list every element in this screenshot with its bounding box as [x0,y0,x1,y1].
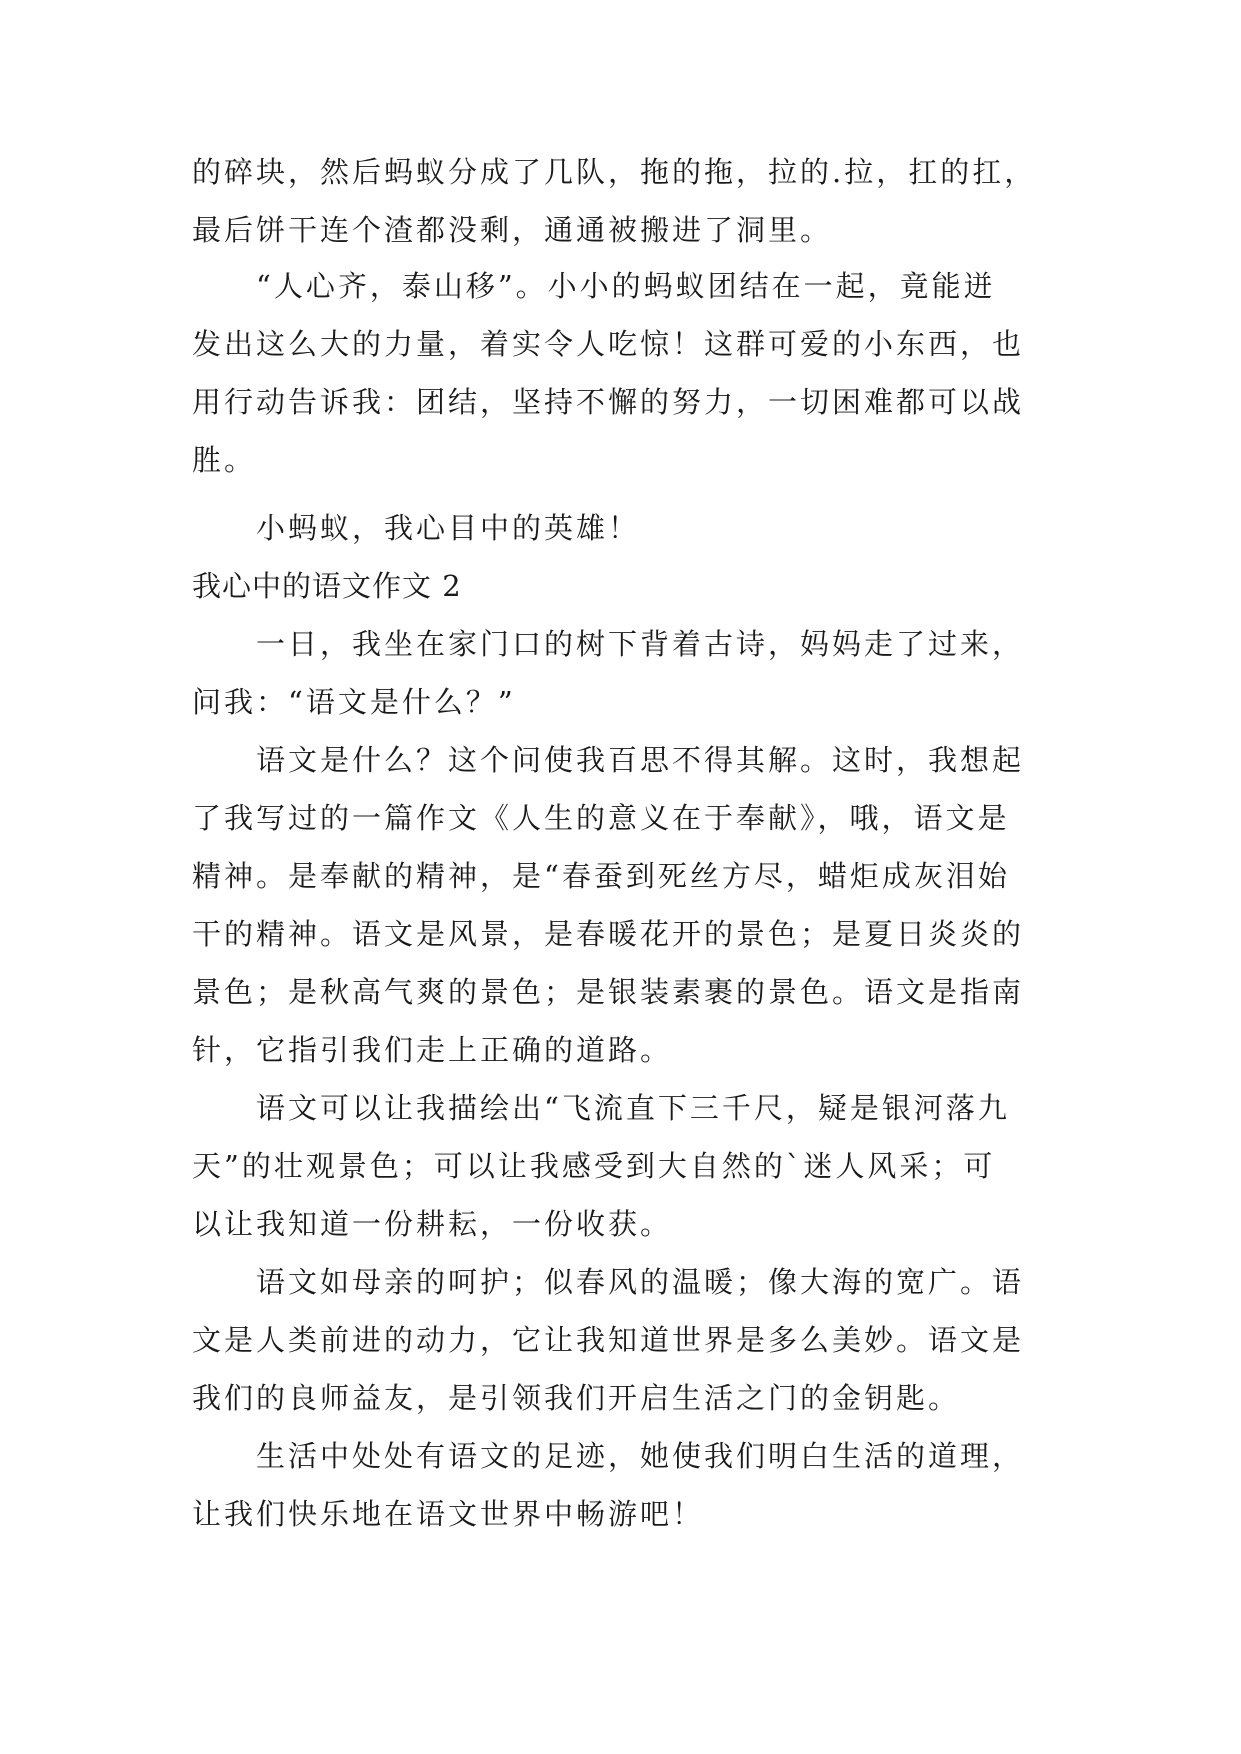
paragraph-line: 精神。是奉献的精神，是“春蚕到死丝方尽，蜡炬成灰泪始 [192,859,1010,893]
paragraph-line: 让我们快乐地在语文世界中畅游吧！ [192,1497,705,1531]
paragraph-line: 一日，我坐在家门口的树下背着古诗，妈妈走了过来， [256,627,1025,661]
paragraph-line: 天”的壮观景色；可以让我感受到大自然的`迷人风采；可 [192,1149,996,1183]
paragraph-line: 了我写过的一篇作文《人生的意义在于奉献》，哦，语文是 [192,801,1010,835]
paragraph-line: 景色；是秋高气爽的景色；是银装素裹的景色。语文是指南 [192,975,1025,1009]
paragraph-line: 语文是什么？这个问使我百思不得其解。这时，我想起 [256,743,1025,777]
paragraph-line: 小蚂蚁，我心目中的英雄！ [256,511,641,545]
paragraph-line: 的碎块，然后蚂蚁分成了几队，拖的拖，拉的.拉，扛的扛， [192,155,1037,189]
paragraph-line: 问我：“语文是什么？” [192,685,516,719]
paragraph-line: 我们的良师益友，是引领我们开启生活之门的金钥匙。 [192,1381,961,1415]
paragraph-line: 语文可以让我描绘出“飞流直下三千尺，疑是银河落九 [256,1091,1010,1125]
paragraph-line: 胜。 [192,443,257,477]
paragraph-line: 生活中处处有语文的足迹，她使我们明白生活的道理， [256,1439,1025,1473]
paragraph-line: 最后饼干连个渣都没剩，通通被搬进了洞里。 [192,213,833,247]
paragraph-line: 语文如母亲的呵护；似春风的温暖；像大海的宽广。语 [256,1265,1025,1299]
paragraph-line: 针，它指引我们走上正确的道路。 [192,1033,673,1067]
paragraph-line: “人心齐，泰山移”。小小的蚂蚁团结在一起，竟能迸 [256,269,996,303]
paragraph-line: 干的精神。语文是风景，是春暖花开的景色；是夏日炎炎的 [192,917,1025,951]
paragraph-line: 以让我知道一份耕耘，一份收获。 [192,1207,673,1241]
paragraph-line: 用行动告诉我：团结，坚持不懈的努力，一切困难都可以战 [192,385,1025,419]
paragraph-line: 发出这么大的力量，着实令人吃惊！这群可爱的小东西，也 [192,327,1025,361]
paragraph-line: 文是人类前进的动力，它让我知道世界是多么美妙。语文是 [192,1323,1025,1357]
section-title: 我心中的语文作文 2 [192,569,462,603]
